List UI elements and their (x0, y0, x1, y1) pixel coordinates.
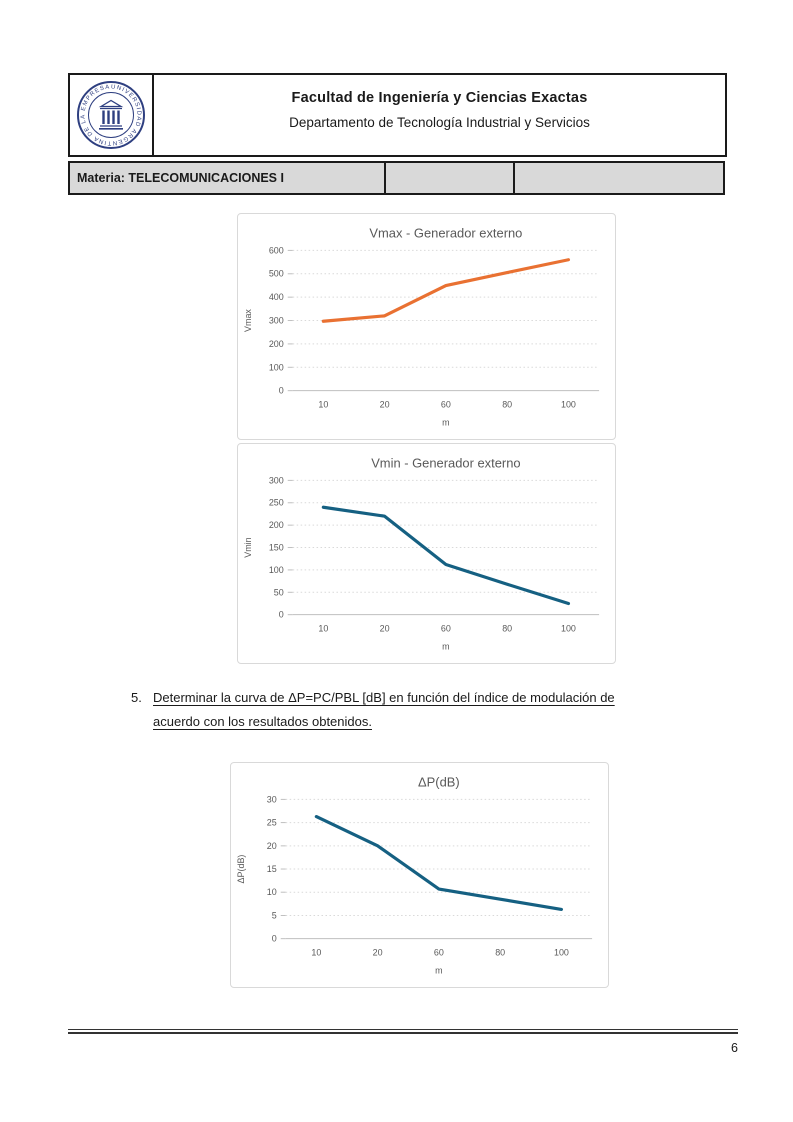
uade-seal-logo (74, 76, 148, 154)
header-empty-cell-1 (384, 161, 515, 195)
faculty-title: Facultad de Ingeniería y Ciencias Exactas (291, 90, 588, 106)
svg-text:10: 10 (318, 623, 329, 634)
header-subject-row (68, 161, 727, 195)
svg-text:150: 150 (268, 542, 284, 553)
svg-text:25: 25 (266, 817, 277, 828)
svg-text:300: 300 (268, 315, 284, 326)
svg-text:0: 0 (278, 385, 284, 396)
svg-text:400: 400 (268, 292, 284, 303)
chart-vmin-generador-externo (237, 443, 616, 664)
svg-text:250: 250 (268, 497, 284, 508)
svg-text:100: 100 (560, 623, 576, 634)
svg-text:ΔP(dB): ΔP(dB) (418, 774, 460, 790)
svg-text:60: 60 (440, 623, 451, 634)
chart-delta-p-db (230, 762, 609, 988)
svg-text:m: m (442, 417, 450, 428)
svg-text:10: 10 (311, 947, 322, 958)
svg-text:m: m (435, 965, 443, 976)
header-title-cell (154, 75, 725, 155)
svg-text:80: 80 (502, 399, 513, 410)
svg-text:100: 100 (560, 399, 576, 410)
svg-text:10: 10 (318, 399, 329, 410)
exercise-item-5 (131, 686, 663, 734)
svg-text:5: 5 (271, 910, 277, 921)
svg-text:15: 15 (266, 864, 277, 875)
svg-text:500: 500 (268, 268, 284, 279)
svg-text:80: 80 (502, 623, 513, 634)
svg-text:100: 100 (268, 362, 284, 373)
page-number: 6 (731, 1041, 738, 1055)
svg-text:300: 300 (268, 475, 284, 486)
svg-text:100: 100 (268, 564, 284, 575)
svg-text:30: 30 (266, 794, 277, 805)
svg-text:m: m (442, 641, 450, 652)
header-empty-cell-2 (513, 161, 725, 195)
svg-text:Vmin: Vmin (242, 537, 253, 558)
materia-cell (68, 161, 386, 195)
svg-text:200: 200 (268, 520, 284, 531)
header-top-row (68, 73, 727, 157)
svg-text:20: 20 (379, 623, 390, 634)
svg-text:100: 100 (553, 947, 569, 958)
svg-text:80: 80 (495, 947, 506, 958)
svg-text:0: 0 (271, 933, 277, 944)
item-number: 5. (131, 690, 142, 705)
department-subtitle: Departamento de Tecnología Industrial y Servicios (289, 115, 590, 130)
materia-label: Materia: TELECOMUNICACIONES I (77, 171, 284, 185)
logo-temple-icon (99, 101, 123, 129)
svg-text:60: 60 (433, 947, 444, 958)
svg-text:600: 600 (268, 245, 284, 256)
svg-text:20: 20 (379, 399, 390, 410)
svg-text:0: 0 (278, 609, 284, 620)
svg-text:Vmax: Vmax (242, 309, 253, 332)
chart-vmax-generador-externo (237, 213, 616, 440)
svg-text:20: 20 (372, 947, 383, 958)
header-table (68, 73, 727, 195)
svg-text:60: 60 (440, 399, 451, 410)
svg-text:ΔP(dB): ΔP(dB) (235, 854, 246, 884)
svg-text:10: 10 (266, 887, 277, 898)
logo-ring-text: UNIVERSIDAD ARGENTINA DE LA EMPRESA (80, 84, 142, 146)
svg-text:Vmax - Generador externo: Vmax - Generador externo (369, 225, 523, 241)
item-text-line1: Determinar la curva de ΔP=PC/PBL [dB] en función del índice de modulación de (153, 690, 615, 705)
svg-text:Vmin - Generador externo: Vmin - Generador externo (371, 455, 521, 471)
svg-text:20: 20 (266, 840, 277, 851)
logo-cell (70, 75, 154, 155)
footer-divider-line (68, 1029, 738, 1034)
item-text-line2: acuerdo con los resultados obtenidos. (153, 714, 372, 729)
svg-text:200: 200 (268, 338, 284, 349)
item-text (153, 686, 663, 734)
svg-text:50: 50 (273, 587, 284, 598)
